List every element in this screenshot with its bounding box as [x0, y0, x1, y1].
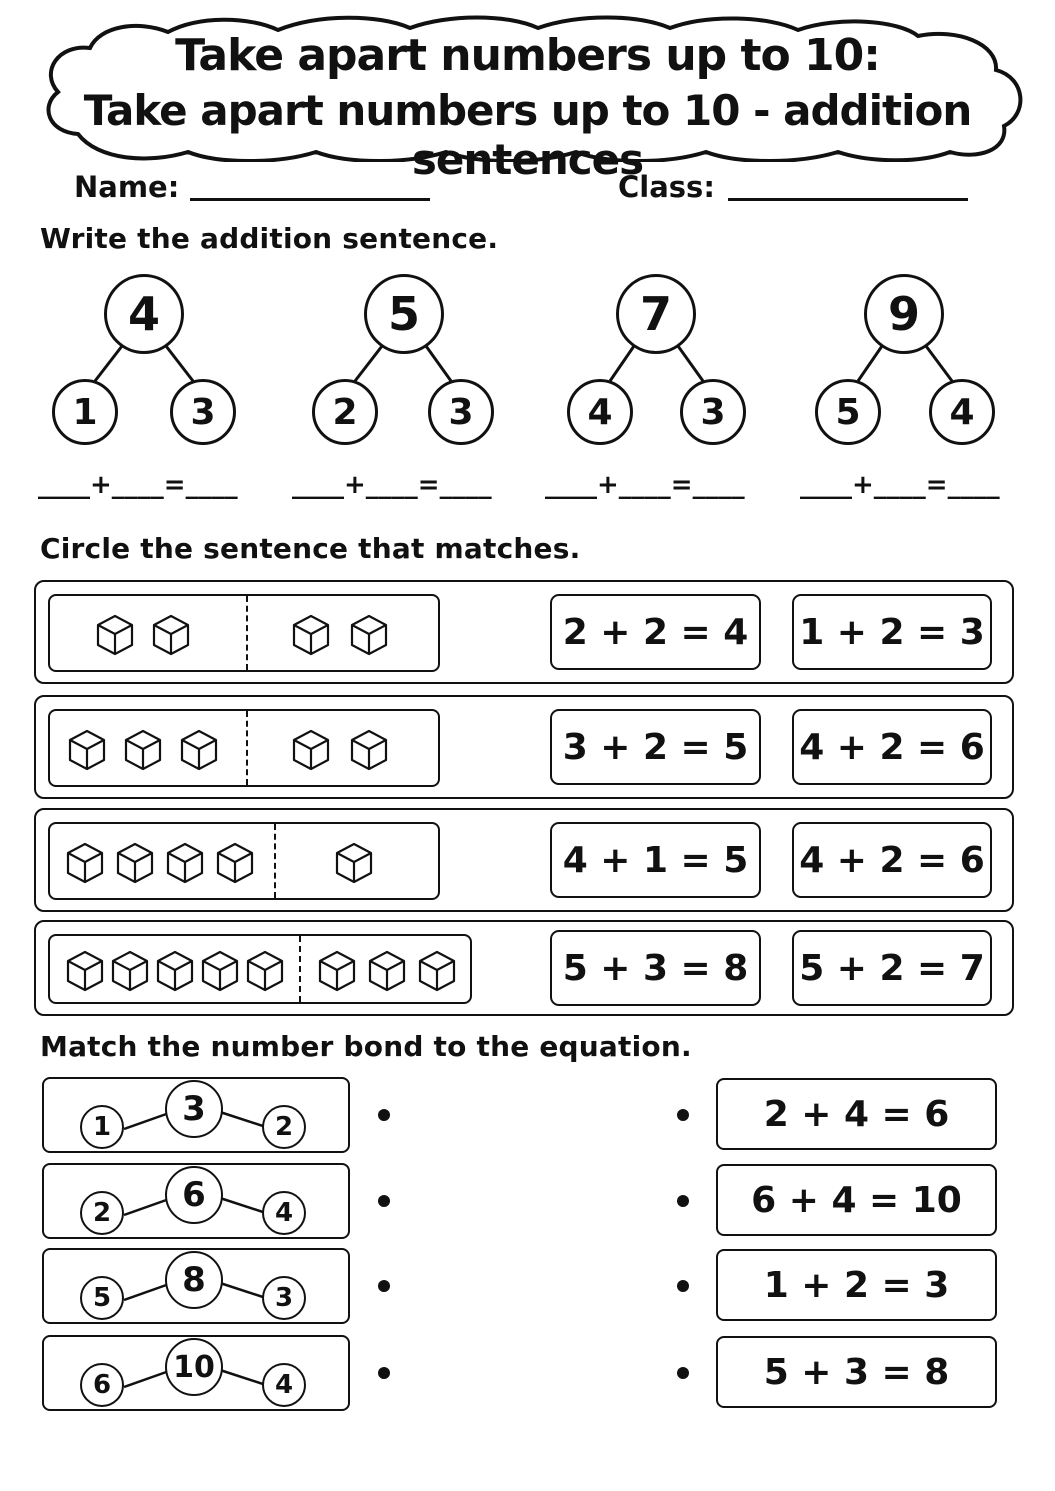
circle-row: [34, 808, 1014, 912]
class-label: Class:: [618, 170, 715, 204]
circle-row: [34, 580, 1014, 684]
cube-icon: [290, 728, 332, 772]
bond-whole: 5: [364, 274, 444, 354]
bond-part-left: 5: [80, 1276, 124, 1320]
section2-heading: Circle the sentence that matches.: [40, 532, 581, 565]
choice-a[interactable]: 2 + 2 = 4: [550, 594, 761, 670]
addition-sentence-blank[interactable]: ____+____=____: [292, 470, 492, 500]
section3-heading: Match the number bond to the equation.: [40, 1030, 692, 1063]
cube-icon: [178, 728, 220, 772]
cube-icon: [122, 728, 164, 772]
choice-b[interactable]: 1 + 2 = 3: [792, 594, 992, 670]
worksheet-title: Take apart numbers up to 10:: [175, 30, 880, 81]
cube-icon: [333, 841, 375, 885]
bond-line: [166, 346, 193, 381]
bond-whole: 6: [165, 1166, 223, 1224]
choice-a[interactable]: 5 + 3 = 8: [550, 930, 761, 1006]
equation-card[interactable]: 5 + 3 = 8: [716, 1336, 997, 1408]
bond-part-left: 5: [815, 379, 881, 445]
bond-part-right: 4: [262, 1363, 306, 1407]
bond-part-right: 2: [262, 1105, 306, 1149]
bond-part-right: 3: [680, 379, 746, 445]
choice-b[interactable]: 4 + 2 = 6: [792, 822, 992, 898]
bond-card: [42, 1248, 350, 1324]
bond-part-right: 4: [929, 379, 995, 445]
bond-card: [42, 1335, 350, 1411]
cube-icon: [154, 949, 196, 993]
section1-heading: Write the addition sentence.: [40, 222, 499, 255]
cube-model: [48, 709, 440, 787]
equation-card[interactable]: 2 + 4 = 6: [716, 1078, 997, 1150]
choice-a[interactable]: 3 + 2 = 5: [550, 709, 761, 785]
match-dot-left[interactable]: [378, 1195, 390, 1207]
cube-model: [48, 822, 440, 900]
bond-part-left: 2: [312, 379, 378, 445]
cube-icon: [94, 613, 136, 657]
worksheet-subtitle: Take apart numbers up to 10 - addition sentences: [83, 86, 972, 184]
cube-icon: [109, 949, 151, 993]
divider-line: [299, 936, 301, 1002]
cube-icon: [366, 949, 408, 993]
bond-part-right: 3: [428, 379, 494, 445]
match-dot-left[interactable]: [378, 1109, 390, 1121]
bond-line: [858, 346, 882, 381]
match-dot-right[interactable]: [677, 1280, 689, 1292]
bond-card: [42, 1163, 350, 1239]
cube-icon: [64, 841, 106, 885]
cube-icon: [316, 949, 358, 993]
bond-part-left: 4: [567, 379, 633, 445]
choice-a[interactable]: 4 + 1 = 5: [550, 822, 761, 898]
cube-icon: [290, 613, 332, 657]
bond-whole: 10: [165, 1338, 223, 1396]
match-dot-right[interactable]: [677, 1109, 689, 1121]
bond-whole: 8: [165, 1251, 223, 1309]
bond-whole: 9: [864, 274, 944, 354]
cube-icon: [244, 949, 286, 993]
choice-b[interactable]: 5 + 2 = 7: [792, 930, 992, 1006]
addition-sentence-blank[interactable]: ____+____=____: [545, 470, 745, 500]
circle-row: [34, 695, 1014, 799]
bond-whole: 4: [104, 274, 184, 354]
cube-icon: [214, 841, 256, 885]
bond-part-left: 2: [80, 1191, 124, 1235]
cube-icon: [66, 728, 108, 772]
cube-icon: [348, 728, 390, 772]
match-dot-left[interactable]: [378, 1367, 390, 1379]
bond-line: [426, 346, 451, 381]
cube-icon: [150, 613, 192, 657]
cube-icon: [348, 613, 390, 657]
name-label: Name:: [74, 170, 180, 204]
cube-icon: [114, 841, 156, 885]
bond-line: [678, 346, 703, 381]
cube-icon: [64, 949, 106, 993]
bond-line: [610, 346, 634, 381]
cube-model: [48, 594, 440, 672]
bond-line: [926, 346, 952, 381]
divider-line: [274, 824, 276, 898]
equation-card[interactable]: 1 + 2 = 3: [716, 1249, 997, 1321]
equation-card[interactable]: 6 + 4 = 10: [716, 1164, 997, 1236]
bond-part-right: 3: [170, 379, 236, 445]
addition-sentence-blank[interactable]: ____+____=____: [800, 470, 1000, 500]
bond-whole: 7: [616, 274, 696, 354]
divider-line: [246, 711, 248, 785]
cube-icon: [199, 949, 241, 993]
addition-sentence-blank[interactable]: ____+____=____: [38, 470, 238, 500]
bond-part-left: 1: [80, 1105, 124, 1149]
bond-part-left: 1: [52, 379, 118, 445]
bond-part-right: 4: [262, 1191, 306, 1235]
bond-part-right: 3: [262, 1276, 306, 1320]
match-dot-right[interactable]: [677, 1195, 689, 1207]
bond-whole: 3: [165, 1080, 223, 1138]
bond-part-left: 6: [80, 1363, 124, 1407]
bond-lines: [0, 0, 1055, 520]
cube-icon: [164, 841, 206, 885]
choice-b[interactable]: 4 + 2 = 6: [792, 709, 992, 785]
match-dot-right[interactable]: [677, 1367, 689, 1379]
divider-line: [246, 596, 248, 670]
cube-icon: [416, 949, 458, 993]
cube-model: [48, 934, 472, 1004]
bond-card: [42, 1077, 350, 1153]
match-dot-left[interactable]: [378, 1280, 390, 1292]
bond-line: [95, 346, 122, 381]
circle-row: [34, 920, 1014, 1016]
bond-line: [355, 346, 382, 381]
